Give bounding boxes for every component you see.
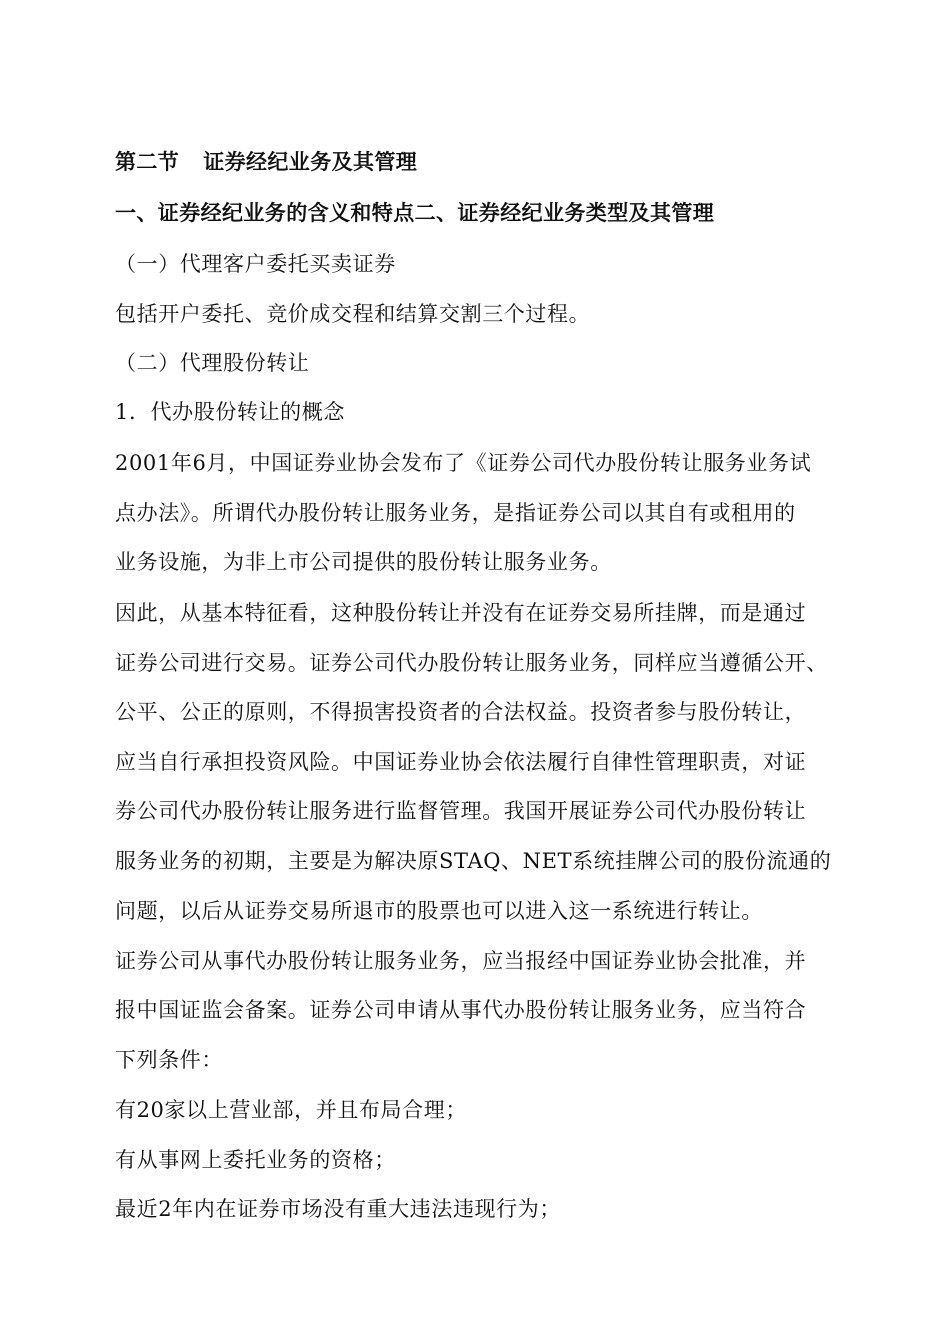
paragraph-line: 问题，以后从证券交易所退市的股票也可以进入这一系统进行转让。 [115, 899, 763, 923]
paragraph-line: 因此，从基本特征看，这种股份转让并没有在证券交易所挂牌，而是通过 [115, 601, 807, 625]
section-heading [115, 148, 417, 176]
paragraph-line: 应当自行承担投资风险。中国证券业协会依法履行自律性管理职责，对证 [115, 750, 807, 774]
paragraph-line: 2001年6月，中国证券业协会发布了《证券公司代办股份转让服务业务试 [115, 451, 812, 475]
section-title: 证券经纪业务及其管理 [203, 150, 418, 174]
paragraph-line: 有20家以上营业部，并且布局合理； [115, 1098, 467, 1122]
paragraph-line: 最近2年内在证券市场没有重大违法违现行为； [115, 1197, 561, 1221]
paragraph-line: 券公司代办股份转让服务进行监督管理。我国开展证券公司代办股份转让 [115, 799, 807, 823]
paragraph-line: （一）代理客户委托买卖证券 [115, 252, 396, 276]
paragraph-line: 证券公司进行交易。证券公司代办股份转让服务业务，同样应当遵循公开、 [115, 651, 828, 675]
paragraph-line: 点办法》。所谓代办股份转让服务业务，是指证券公司以其自有或租用的 [115, 501, 796, 525]
paragraph-line: 有从事网上委托业务的资格； [115, 1148, 396, 1172]
section-number: 第二节 [115, 150, 180, 174]
paragraph-line: 服务业务的初期，主要是为解决原STAQ、NET系统挂牌公司的股份流通的 [115, 849, 832, 873]
paragraph-line: 业务设施，为非上市公司提供的股份转让服务业务。 [115, 550, 612, 574]
paragraph-line: 证券公司从事代办股份转让服务业务，应当报经中国证券业协会批准，并 [115, 949, 807, 973]
paragraph-line: （二）代理股份转让 [115, 351, 310, 375]
paragraph-line: 包括开户委托、竞价成交程和结算交割三个过程。 [115, 302, 591, 326]
paragraph-line: 1．代办股份转让的概念 [115, 400, 345, 424]
paragraph-line: 公平、公正的原则，不得损害投资者的合法权益。投资者参与股份转让， [115, 700, 807, 724]
paragraph-line: 报中国证监会备案。证券公司申请从事代办股份转让服务业务，应当符合 [115, 998, 807, 1022]
paragraph-line: 下列条件： [115, 1048, 223, 1072]
subheading: 一、证券经纪业务的含义和特点二、证券经纪业务类型及其管理 [115, 201, 715, 225]
